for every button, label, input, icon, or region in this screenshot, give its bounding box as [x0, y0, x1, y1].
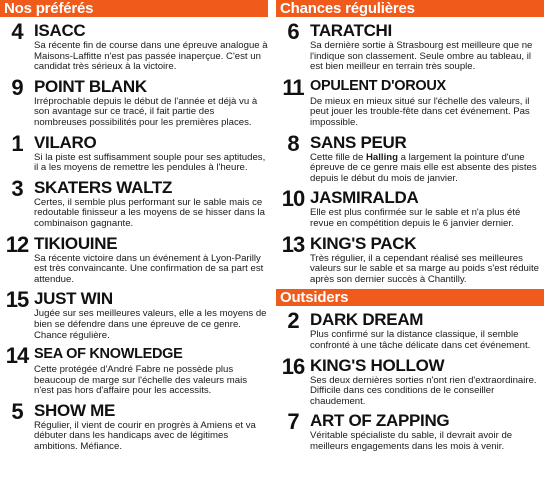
horse-number: 5 — [11, 398, 23, 424]
horse-entry — [276, 353, 544, 408]
horse-number: 2 — [287, 308, 299, 334]
regular-chances-column — [276, 0, 544, 456]
horse-number: 10 — [281, 186, 305, 212]
horse-description: Certes, il semble plus performant sur le sable mais ce redoutable finisseur a les moyens de se hisser dans la combinaison gagnante. — [34, 196, 265, 229]
horse-entry — [276, 231, 544, 286]
horse-entry — [276, 310, 544, 351]
horse-number: 12 — [5, 231, 29, 257]
horse-name: JUST WIN — [34, 289, 113, 309]
horse-entry — [0, 345, 268, 397]
horse-entry — [0, 74, 268, 129]
horse-name: TIKIOUINE — [34, 233, 118, 253]
horse-number: 8 — [287, 130, 299, 156]
horse-entry — [276, 130, 544, 185]
horse-name: VILARO — [34, 132, 97, 152]
horse-description: Ses deux dernières sorties n'ont rien d'extraordinaire. Difficile dans ces conditions de le conseiller chaudement. — [310, 374, 537, 407]
horse-name: SKATERS WALTZ — [34, 177, 173, 197]
horse-entry — [0, 398, 268, 453]
horse-entry — [276, 21, 544, 73]
horse-description: Sa dernière sortie à Strasbourg est meilleure que ne l'indique son classement. Seule ombre au tableau, il est bien meilleur en terrain très souple. — [310, 40, 533, 73]
horse-number: 16 — [281, 353, 305, 379]
horse-number: 3 — [11, 175, 23, 201]
sire-name: Halling — [366, 151, 398, 163]
horse-entry — [0, 231, 268, 286]
horse-name: POINT BLANK — [34, 76, 147, 96]
horse-name: JASMIRALDA — [310, 188, 419, 208]
horse-description: De mieux en mieux situé sur l'échelle des valeurs, il peut jouer les trouble-fête dans cet événement. Pas impossible. — [310, 95, 530, 128]
description-text: Cette fille de — [310, 151, 366, 163]
horse-entry — [276, 411, 544, 452]
horse-number: 7 — [287, 409, 299, 435]
horse-description: Elle est plus confirmée sur le sable et n'a plus été revue en compétition depuis le 6 janvier dernier. — [310, 207, 521, 229]
section-header-outsiders: Outsiders — [276, 289, 544, 306]
horse-number: 14 — [5, 343, 29, 369]
horse-number: 11 — [282, 74, 304, 100]
horse-name: ISACC — [34, 21, 86, 40]
horse-entry — [276, 188, 544, 229]
horse-name: KING'S PACK — [310, 233, 417, 253]
horse-description: Plus confirmé sur la distance classique, il semble confronté à une tâche délicate dans cet événement. — [310, 329, 531, 351]
horse-name: DARK DREAM — [310, 310, 424, 330]
favorites-column — [0, 0, 268, 457]
horse-name: KING'S HOLLOW — [310, 355, 445, 375]
horse-description: Irréprochable depuis le début de l'année et déjà vu à son avantage sur ce tracé, il fait partie des nombreuses possibilités pour les premières places. — [34, 95, 258, 128]
horse-name: TARATCHI — [310, 21, 392, 40]
horse-name: SANS PEUR — [310, 132, 407, 152]
section-header-favorites: Nos préférés — [0, 0, 268, 17]
horse-entry — [0, 21, 268, 73]
horse-number: 6 — [287, 19, 299, 44]
horse-entry — [0, 130, 268, 174]
horse-description: Cette protégée d'André Fabre ne possède plus beaucoup de marge sur l'échelle des valeurs mais n'est pas hors d'affaire pour les accessits. — [34, 364, 248, 397]
description-text: a largement la pointure d'une épreuve de ce genre mais elle est absente des pistes depuis le début du mois de janvier. — [310, 151, 537, 184]
horse-description: Jugée sur ses meilleures valeurs, elle a les moyens de bien se défendre dans une épreuve de ce genre. Chance régulière. — [34, 308, 267, 341]
horse-description: Très régulier, il a cependant réalisé ses meilleures valeurs sur le sable et sa marge au poids s'est réduite après son dernier succès à Chantilly. — [310, 252, 540, 285]
horse-entry — [276, 74, 544, 129]
horse-number: 1 — [11, 130, 23, 156]
horse-description: Si la piste est suffisamment souple pour ses aptitudes, il a les moyens de remettre les pendules à l'heure. — [34, 151, 266, 174]
horse-description: Sa récente fin de course dans une épreuve analogue à Maisons-Laffitte n'est pas passée inaperçue. C'est un candidat très sérieux à la victoire. — [34, 40, 268, 73]
horse-description: Régulier, il vient de courir en progrès à Amiens et va débuter dans les handicaps avec de légitimes ambitions. Méfiance. — [34, 419, 256, 453]
horse-description — [310, 153, 544, 185]
horse-number: 4 — [11, 19, 23, 44]
horse-name: OPULENT D'OROUX — [310, 77, 446, 94]
horse-name: SHOW ME — [34, 400, 116, 420]
horse-number: 15 — [5, 287, 29, 313]
horse-entry — [0, 289, 268, 341]
horse-description: Sa récente victoire dans un événement à Lyon-Parilly est très convaincante. Une confirmation de sa part est attendue. — [34, 252, 264, 285]
horse-name: SEA OF KNOWLEDGE — [34, 346, 183, 363]
horse-name: ART OF ZAPPING — [310, 411, 450, 431]
horse-number: 13 — [281, 231, 305, 257]
horse-description: Véritable spécialiste du sable, il devrait avoir de meilleurs engagements dans les mois à venir. — [310, 430, 513, 452]
horse-number: 9 — [11, 74, 23, 100]
section-header-regular-chances: Chances régulières — [276, 0, 544, 17]
horse-entry — [0, 175, 268, 230]
